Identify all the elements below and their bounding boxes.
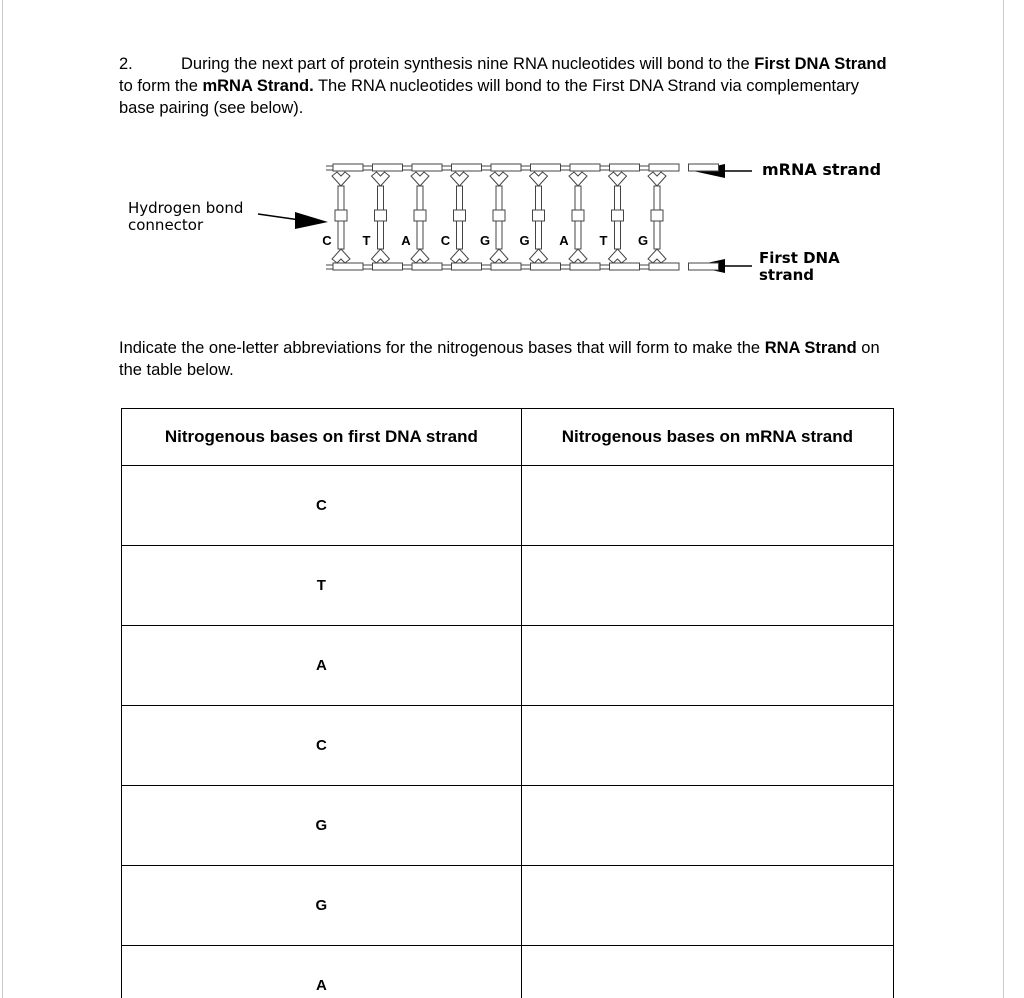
table-row bbox=[122, 546, 894, 626]
table-row bbox=[122, 866, 894, 946]
instr-text-1: Indicate the one-letter abbreviations for the nitrogenous bases that will form to make the bbox=[119, 339, 765, 357]
dna-base-letter: A bbox=[559, 233, 569, 248]
table-row bbox=[122, 466, 894, 546]
hb-line2: connector bbox=[128, 216, 204, 234]
table-header-row bbox=[122, 409, 894, 466]
dna-base-cell: C bbox=[122, 466, 522, 546]
bases-table bbox=[121, 408, 894, 998]
dna-base-letter: G bbox=[519, 233, 530, 248]
dna-base-letter: T bbox=[599, 233, 608, 248]
q-bold-2: mRNA Strand. bbox=[202, 77, 314, 95]
dna-base-letter: A bbox=[401, 233, 411, 248]
table-row bbox=[122, 786, 894, 866]
dna-base-letter: C bbox=[322, 233, 332, 248]
table-row bbox=[122, 706, 894, 786]
dna-base-cell: C bbox=[122, 706, 522, 786]
mrna-answer-cell[interactable] bbox=[521, 706, 893, 786]
header-mrna: Nitrogenous bases on mRNA strand bbox=[521, 409, 893, 466]
q-bold-1: First DNA Strand bbox=[754, 55, 887, 73]
mrna-answer-cell[interactable] bbox=[521, 786, 893, 866]
dna-diagram bbox=[0, 0, 1024, 300]
mrna-answer-cell[interactable] bbox=[521, 466, 893, 546]
mrna-strand-label: mRNA strand bbox=[762, 160, 882, 179]
nucleotide-pair bbox=[441, 172, 469, 263]
instruction-text bbox=[119, 337, 899, 381]
dna-base-cell: T bbox=[122, 546, 522, 626]
dna-base-letter: G bbox=[637, 233, 649, 248]
instr-text-2: on the table below. bbox=[119, 339, 880, 379]
nucleotide-pair bbox=[559, 172, 587, 263]
dna-base-letter: T bbox=[362, 233, 371, 248]
dna-base-letter: G bbox=[479, 233, 491, 248]
table-row bbox=[122, 626, 894, 706]
nucleotide-pair bbox=[480, 172, 508, 263]
dna-base-cell: A bbox=[122, 626, 522, 706]
q-text-3: The RNA nucleotides will bond to the First DNA Strand via complementary base pairing (see below). bbox=[119, 77, 860, 117]
dna-line2: strand bbox=[759, 266, 815, 284]
nucleotide-pair bbox=[638, 172, 666, 263]
instr-bold: RNA Strand bbox=[764, 339, 857, 357]
dna-base-letter: C bbox=[440, 233, 451, 248]
q-text-2: to form the bbox=[119, 77, 203, 95]
dna-base-cell: A bbox=[122, 946, 522, 998]
mrna-answer-cell[interactable] bbox=[521, 866, 893, 946]
dna-base-cell: G bbox=[122, 866, 522, 946]
nucleotide-pair bbox=[322, 172, 350, 263]
mrna-answer-cell[interactable] bbox=[521, 546, 893, 626]
nucleotide-pair bbox=[600, 172, 627, 263]
table-row bbox=[122, 946, 894, 998]
header-dna: Nitrogenous bases on first DNA strand bbox=[122, 409, 522, 466]
arrow-hydrogen bbox=[258, 212, 328, 229]
question-number: 2. bbox=[119, 55, 133, 73]
dna-line1: First DNA bbox=[759, 249, 840, 267]
hb-line1: Hydrogen bond bbox=[128, 199, 244, 217]
mrna-answer-cell[interactable] bbox=[521, 626, 893, 706]
nucleotide-pair bbox=[401, 172, 429, 263]
dna-base-cell: G bbox=[122, 786, 522, 866]
nucleotide-pair bbox=[519, 172, 547, 263]
q-text-1: During the next part of protein synthesis nine RNA nucleotides will bond to the bbox=[181, 55, 755, 73]
nucleotide-pair bbox=[363, 172, 390, 263]
mrna-answer-cell[interactable] bbox=[521, 946, 893, 998]
